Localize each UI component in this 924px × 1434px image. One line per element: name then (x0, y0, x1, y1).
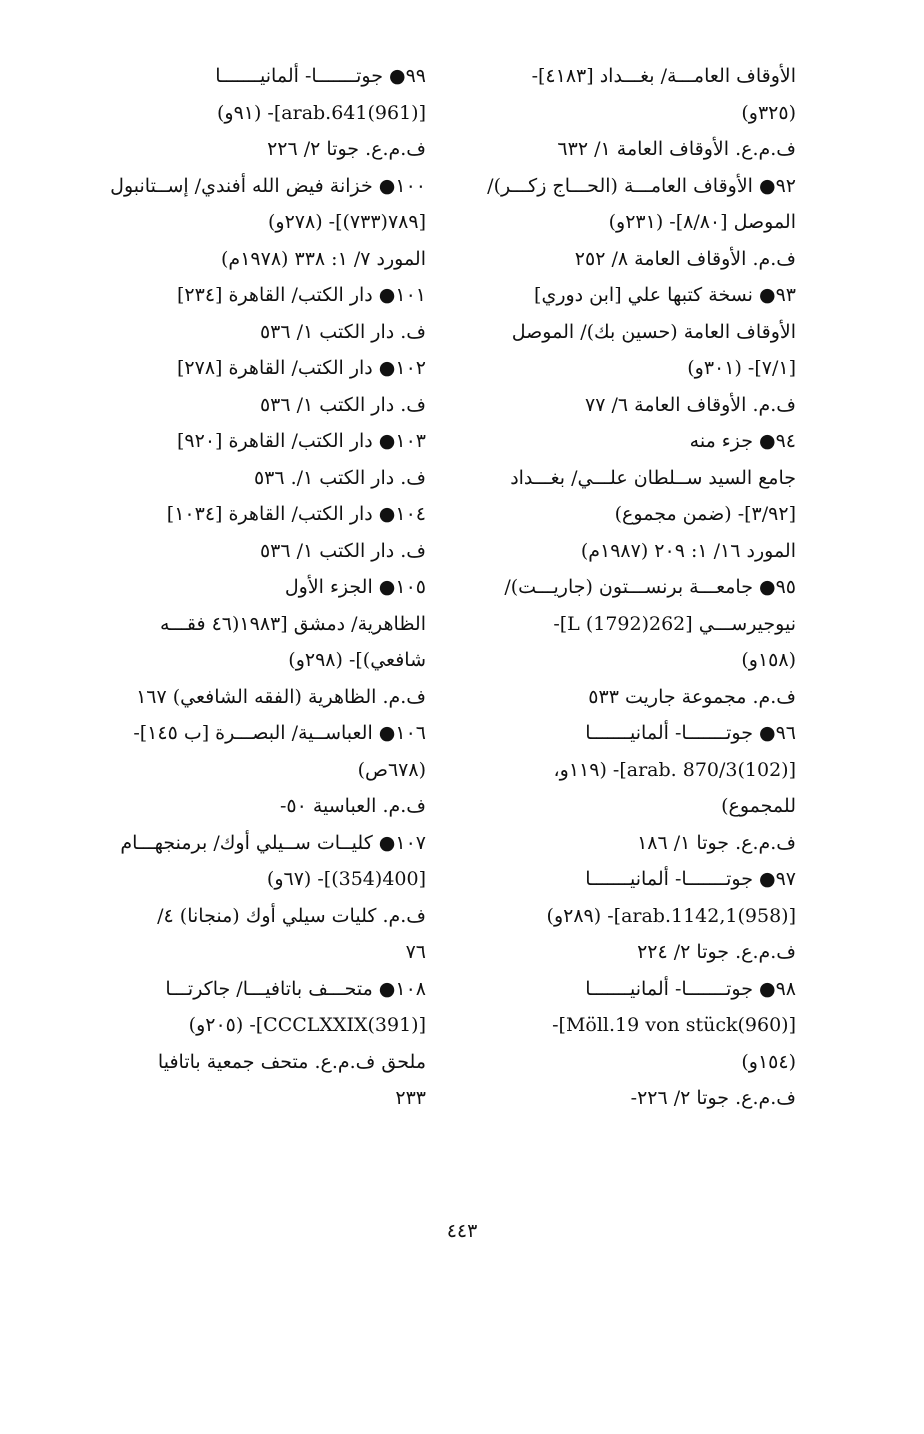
entry-line: ٢٣٣ (395, 1087, 426, 1109)
entry-line: شافعي)]- (٢٩٨و) (288, 649, 426, 671)
entry-line: ١٠١● دار الكتب/ القاهرة [٢٣٤] (176, 284, 426, 306)
entry-line: ف. دار الكتب ١/ ٥٣٦ (259, 320, 426, 343)
entry-line: ف.م.ع. جوتا ١/ ١٨٦ (637, 831, 796, 854)
entry-line: [arab.641(961)]- (٩١و) (216, 101, 426, 124)
entry-line: ف. دار الكتب ١/. ٥٣٦ (253, 466, 426, 489)
page-number: ٤٤٣ (446, 1220, 478, 1242)
entry-line: ف.م. الأوقاف العامة ٦/ ٧٧ (585, 393, 796, 416)
entry-line: ٩٧● جوتـــــــا- ألمانيـــــــا (585, 868, 796, 890)
entry-line: ف.م.ع. جوتا ٢/ ٢٢٦ (267, 138, 426, 160)
entry-line: ١٠٧● كليــات ســيلي أوك/ برمنجهـــام (120, 831, 426, 854)
entry-line: ١٠٤● دار الكتب/ القاهرة [١٠٣٤] (166, 503, 426, 525)
entry-line: ١٠٨● متحـــف باتافيـــا/ جاكرتـــا (165, 977, 426, 1000)
entry-line: ٩٣● نسخة كتبها علي [ابن دوري] (534, 284, 796, 306)
entry-line: المورد ١٦/ ١: ٢٠٩ (١٩٨٧م) (580, 539, 796, 562)
entry-line: [٧٨٩(٧٣٣)]- (٢٧٨و) (267, 211, 426, 233)
entry-line: ٧٦ (405, 941, 426, 963)
entry-line: الأوقاف العامـــة/ بغـــداد [٤١٨٣]- (531, 65, 796, 87)
entry-line: ف. دار الكتب ١/ ٥٣٦ (259, 539, 426, 562)
entry-line: [٣/٩٢]- (ضمن مجموع) (614, 503, 796, 525)
entry-line: ف.م. كليات سيلي أوك (منجانا) ٤/ (157, 904, 426, 927)
entry-line: الموصل [٨/٨٠]- (٢٣١و) (608, 211, 796, 233)
entry-line: ١٠٦● العباســية/ البصـــرة [ب ١٤٥]- (133, 722, 426, 744)
entry-line: ف.م. مجموعة جاريت ٥٣٣ (588, 685, 796, 708)
entry-line: للمجموع) (721, 795, 796, 817)
entry-line: (٣٢٥و) (741, 101, 796, 124)
right-column (456, 58, 796, 1117)
entry-line: ٩٨● جوتـــــــا- ألمانيـــــــا (585, 977, 796, 1000)
entry-line: ف. دار الكتب ١/ ٥٣٦ (259, 393, 426, 416)
entry-line: (٦٧٨ص) (357, 758, 426, 781)
entry-line: ف.م. العباسية ٥٠- (279, 795, 426, 817)
entry-line: ١٠٠● خزانة فيض الله أفندي/ إســتانبول (110, 174, 426, 197)
entry-line: ١٠٥● الجزء الأول (284, 576, 426, 598)
entry-line: [٧/١]- (٣٠١و) (687, 357, 796, 379)
left-column (86, 58, 426, 1117)
entry-line: المورد ٧/ ١: ٣٣٨ (١٩٧٨م) (221, 247, 426, 270)
entry-line: (١٥٨و) (741, 649, 796, 671)
entry-line: ٩٤● جزء منه (689, 430, 796, 452)
entry-line: [400(354)]- (٦٧و) (266, 868, 426, 890)
entry-line: ٩٥● جامعـــة برنســـتون (جاريـــت)/ (504, 576, 796, 598)
entry-line: الظاهرية/ دمشق [١٩٨٣(٤٦ فقـــه (159, 612, 426, 635)
entry-line: ف.م.ع. الأوقاف العامة ١/ ٦٣٢ (557, 138, 796, 160)
entry-line: [CCCLXXIX(391)]- (٢٠٥و) (188, 1014, 426, 1036)
entry-line: [arab. 870/3(102)]- (١١٩و، (553, 758, 796, 781)
entry-line: ١٠٣● دار الكتب/ القاهرة [٩٢٠] (176, 430, 426, 452)
entry-line: (١٥٤و) (741, 1050, 796, 1073)
entry-line: ٩٩● جوتـــــــا- ألمانيـــــــا (215, 65, 426, 87)
entry-line: ف.م. الأوقاف العامة ٨/ ٢٥٢ (574, 247, 796, 270)
entry-line: ٩٦● جوتـــــــا- ألمانيـــــــا (585, 722, 796, 744)
entry-line: الأوقاف العامة (حسين بك)/ الموصل (511, 320, 796, 343)
entry-line: جامع السيد ســلطان علـــي/ بغـــداد (510, 466, 796, 489)
entry-line: ٩٢● الأوقاف العامـــة (الحـــاج زكـــر)/ (487, 174, 796, 197)
entry-line: ١٠٢● دار الكتب/ القاهرة [٢٧٨] (176, 357, 426, 379)
entry-line: ف.م.ع. جوتا ٢/ ٢٢٤ (637, 941, 796, 963)
entry-line: ف.م.ع. جوتا ٢/ ٢٢٦- (630, 1087, 796, 1109)
entry-line: نيوجيرســـي [L (1792)262]- (553, 612, 796, 635)
entry-line: [Möll.19 von stück(960)]- (552, 1014, 796, 1036)
entry-line: ف.م. الظاهرية (الفقه الشافعي) ١٦٧ (136, 685, 426, 708)
entry-line: ملحق ف.م.ع. متحف جمعية باتافيا (157, 1050, 426, 1073)
entry-line: [arab.1142,1(958)]- (٢٨٩و) (546, 904, 796, 927)
